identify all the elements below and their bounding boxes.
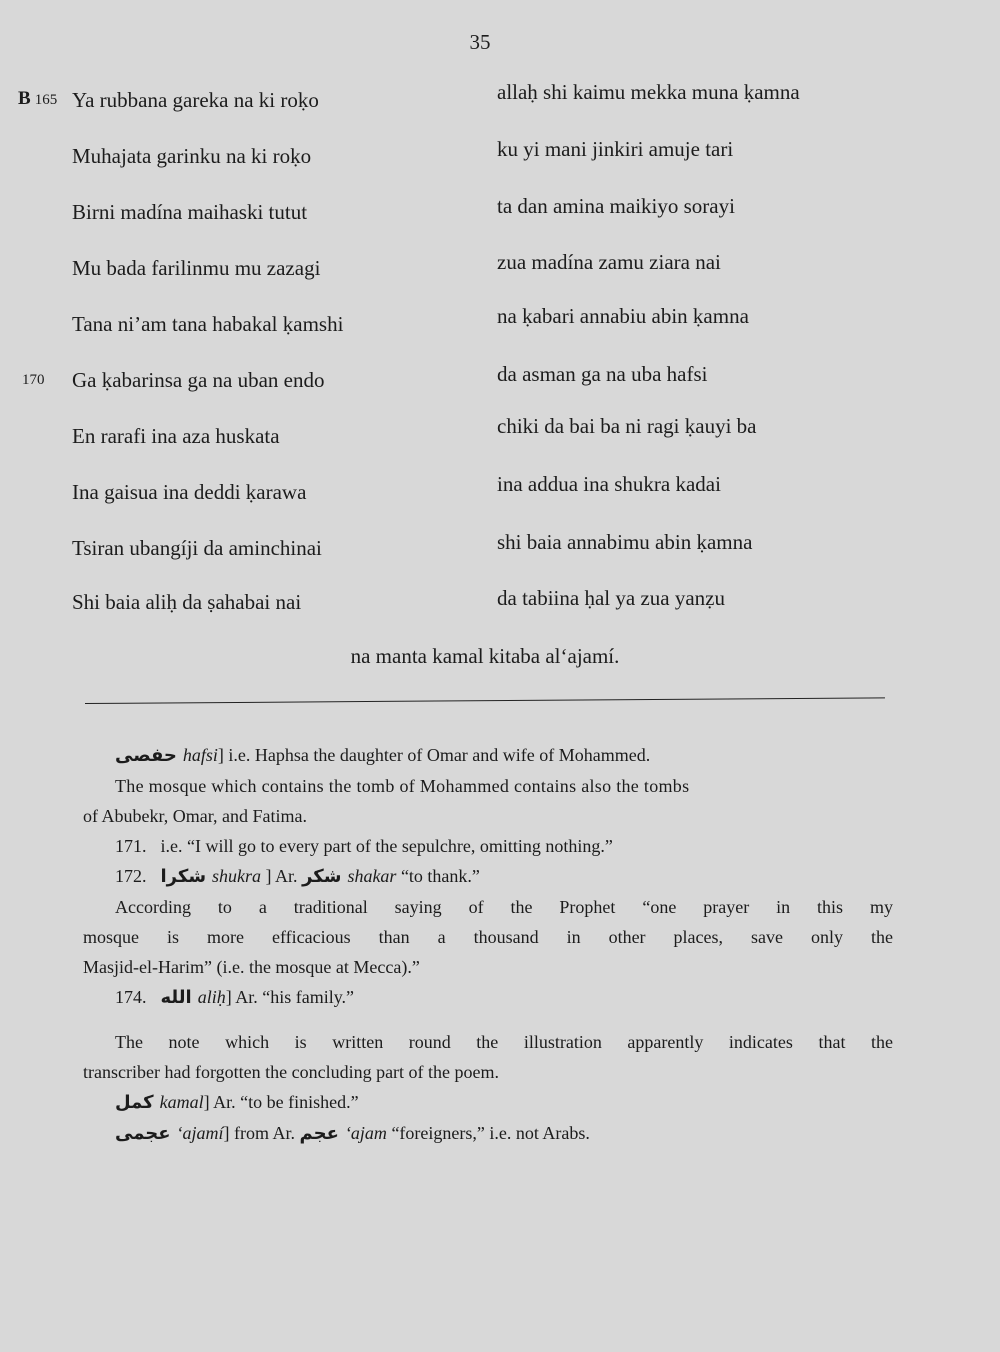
arabic-word: كمل [115,1092,154,1113]
verse-left: Ga ḳabarinsa ga na uban endo [72,368,325,392]
footnote-text: ] Ar. [265,866,298,886]
verse-row [0,414,1000,464]
divider-rule [85,697,885,704]
footnote-term: ‘ajamí [176,1123,224,1143]
verse-marker-number: 170 [22,372,45,388]
verse-left: Ya rubbana gareka na ki roḳo [72,88,319,112]
verse-row [0,137,1000,184]
verse-right: ku yi mani jinkiri amuje tari [497,137,734,161]
verse-right: chiki da bai ba ni ragi ḳauyi ba [497,414,757,438]
page-number: 35 [469,30,491,54]
footnote-term: shakar [347,866,397,886]
footnote-mosque: The mosque which contains the tomb of Mohammed contains also the tombs [115,776,690,796]
verse-right: shi baia annabimu abin ḳamna [497,530,753,554]
footnote-174 [83,982,893,1013]
footnote-kamal [83,1087,893,1118]
footnote-text: ] from Ar. [223,1123,296,1143]
verse-row [0,304,1000,352]
verse-row [0,80,1000,128]
arabic-word: شكر [302,866,342,887]
verse-right: allaḥ shi kaimu mekka muna ḳamna [497,80,800,104]
footnote-illustration: The note which is written round the illustration apparently indicates that the [115,1032,893,1052]
footnote-number: 172. [115,866,147,886]
verse-marker [18,368,70,390]
footnote-text: ] Ar. “to be finished.” [203,1092,359,1112]
footnote-tradition-end: Masjid-el-Harim” (i.e. the mosque at Mecca).” [83,957,420,977]
verse-row [0,472,1000,520]
footnote-172 [83,861,893,892]
footnote-text: i.e. “I will go to every part of the sepulchre, omitting nothing.” [160,836,613,856]
footnote-tradition: According to a traditional saying of the Prophet “one prayer in this my [115,897,893,917]
verse-right: zua madína zamu ziara nai [497,250,721,274]
verse-left: Tsiran ubangíji da aminchinai [72,536,322,560]
verse-left: Birni madína maihaski tutut [72,200,308,224]
footnote-number: 171. [115,836,147,856]
verse-left: Mu bada farilinmu mu zazagi [72,256,321,280]
footnote-term: shukra [212,866,262,886]
verse-marker [18,88,70,110]
verse-row [0,250,1000,296]
arabic-word: عجمى [115,1123,171,1144]
verse-row [0,362,1000,408]
verse-left: Ina gaisua ina deddi ḳarawa [72,480,307,504]
footnote-illustration-cont: transcriber had forgotten the concluding part of the poem. [83,1062,500,1082]
footnote-term: kamal [159,1092,204,1112]
verse-right: da tabiina ḥal ya zua yanẓu [497,586,725,610]
verse-left: Shi baia aliḥ da ṣahabai nai [72,590,302,614]
footnote-text: “to thank.” [400,866,480,886]
footnote-term: hafsi [182,745,218,765]
arabic-word: الله [160,987,192,1008]
footnote-term: aliḥ [197,987,226,1007]
verse-row [0,586,1000,630]
footnote-text: ] i.e. Haphsa the daughter of Omar and wife of Mohammed. [217,745,651,765]
verse-row [0,194,1000,240]
verse-right: ina addua ina shukra kadai [497,472,721,496]
footnote-number: 174. [115,987,147,1007]
verse-left: Tana ni’am tana habakal ḳamshi [72,312,344,336]
footnote-text: ] Ar. “his family.” [225,987,355,1007]
verse-left: Muhajata garinku na ki roḳo [72,144,312,168]
verse-left: En rarafi ina aza huskata [72,424,280,448]
footnote-171 [83,831,893,861]
arabic-word: شكرا [160,866,207,887]
verse-right: da asman ga na uba hafsi [497,362,708,386]
verse-right: na ḳabari annabiu abin ḳamna [497,304,749,328]
closing-line: na manta kamal kitaba al‘ajamí. [350,644,620,668]
verse-right: ta dan amina maikiyo sorayi [497,194,735,218]
arabic-word: حفصى [115,745,177,766]
verse-row [0,530,1000,576]
footnote-term: ‘ajam [344,1123,387,1143]
footnote-tradition-cont: mosque is more efficacious than a thousand in other places, save only the [83,927,893,947]
footnote-text: “foreigners,” i.e. not Arabs. [391,1123,590,1143]
verse-marker-letter: B [18,88,31,109]
footnote-mosque-cont: of Abubekr, Omar, and Fatima. [83,806,308,826]
footnote-hafsi [83,740,893,771]
arabic-word: عجم [299,1123,339,1144]
verse-marker-number: 165 [34,92,58,108]
footnotes [83,740,893,1149]
footnote-ajami [83,1118,893,1149]
